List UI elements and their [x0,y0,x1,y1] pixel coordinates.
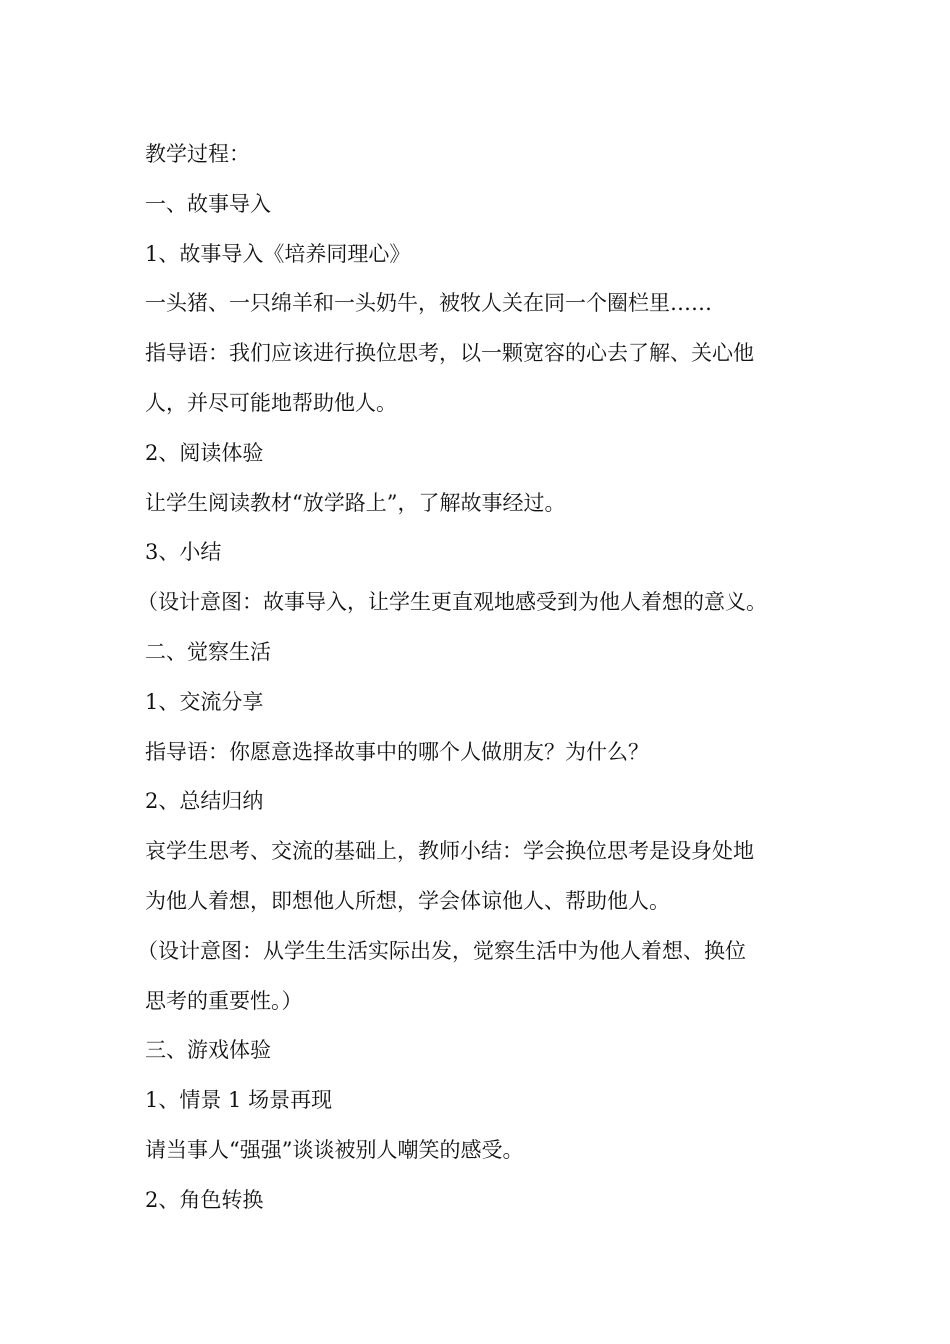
section-heading-game-experience: 三、游戏体验 [145,1038,271,1063]
paragraph-teacher-summary-cont: 为他人着想，即想他人所想，学会体谅他人、帮助他人。 [145,888,670,913]
subheading-conclude: 2、总结归纳 [145,789,264,814]
section-heading-perceive-life: 二、觉察生活 [145,639,271,664]
paragraph-reading: 让学生阅读教材“放学路上”，了解故事经过。 [145,490,566,515]
paragraph-guidance-1-cont: 人，并尽可能地帮助他人。 [145,390,397,415]
subheading-exchange-share: 1、交流分享 [145,689,264,714]
paragraph-story: 一头猪、一只绵羊和一头奶牛，被牧人关在同一个圈栏里…… [145,291,712,316]
paragraph-design-intent-2: （设计意图：从学生生活实际出发，觉察生活中为他人着想、换位 [137,938,746,963]
document-body [137,130,815,1226]
subheading-scene-replay: 1、情景 1 场景再现 [145,1088,333,1113]
section-heading-story-intro: 一、故事导入 [145,191,271,216]
paragraph-design-intent-2-cont: 思考的重要性。） [145,988,303,1013]
subheading-story-intro: 1、故事导入《培养同理心》 [145,241,411,266]
paragraph-teacher-summary: 哀学生思考、交流的基础上，教师小结：学会换位思考是设身处地 [145,839,754,864]
section-heading-teaching-process: 教学过程： [145,142,250,166]
paragraph-design-intent-1: （设计意图：故事导入，让学生更直观地感受到为他人着想的意义。 [137,590,767,615]
subheading-reading-experience: 2、阅读体验 [145,440,264,465]
paragraph-guidance-1: 指导语：我们应该进行换位思考，以一颗宽容的心去了解、关心他 [145,341,754,366]
paragraph-scene-replay: 请当事人“强强”谈谈被别人嘲笑的感受。 [145,1137,524,1162]
paragraph-guidance-2: 指导语：你愿意选择故事中的哪个人做朋友？为什么？ [145,739,649,764]
subheading-role-switch: 2、角色转换 [145,1187,264,1212]
subheading-summary: 3、小结 [145,540,222,565]
